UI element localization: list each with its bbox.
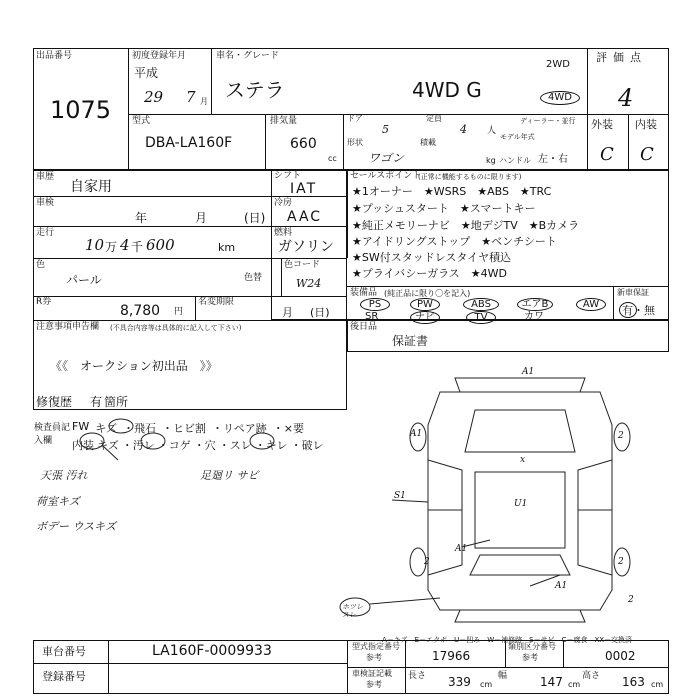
inspection-label: 車検 [36,198,55,208]
history: 自家用 [70,179,112,195]
equip-abs: ABS [463,298,499,311]
chassis-label: 車台番号 [42,645,86,658]
size-label: 車検証記載 [352,669,392,678]
mark-note: ホツレ スレ [342,603,363,619]
color: パール [66,273,102,287]
fuel-label: 燃料 [274,228,293,238]
recycle-amount: 8,780 [120,303,161,319]
equipment-label: 装備品 [350,288,378,298]
handwritten-note: 荷室キズ [36,495,80,508]
mark-a1: A1 [555,581,568,591]
handwritten-note: 天張 汚れ [40,469,88,482]
roof [475,472,565,548]
remark-item: ・リペア跡 [212,422,267,435]
sales-sub: (正常に機能するものに限ります) [418,173,522,181]
capacity-unit: 人 [487,126,497,136]
equip-aw: AW [576,298,606,311]
equip-tv: TV [466,311,496,324]
shift-label: シフト [274,171,302,181]
height-label: 高さ [582,671,601,681]
interior-grade: C [640,144,654,165]
lot-label: 出品番号 [36,51,73,61]
sen-unit: 千 [131,240,144,254]
sales-point: ★純正メモリーナビ ★地デジTV ★Bカメラ [352,219,580,232]
size-ref: 参考 [366,680,382,689]
drive-4wd-circled: 4WD [540,91,580,105]
km-unit: km [218,241,236,254]
manual-label: 新車保証 [617,288,649,297]
class-no-ref: 参考 [522,653,538,662]
load-label: 積載 [420,138,436,147]
ac: AAC [287,209,323,225]
capacity: 4 [460,123,467,136]
hood [465,410,575,452]
repair-value: 有 [90,395,103,409]
rear-bumper [455,610,585,622]
equip-navi: ナビ [410,311,440,324]
mark-2: 2 [628,595,634,605]
mark-a1: A1 [522,367,535,377]
mark-u1: U1 [514,499,528,509]
capacity-label: 定員 [426,114,442,123]
equip-airbag: エアB [517,298,553,311]
width: 147 [540,675,563,689]
length-unit: cm [480,680,493,689]
mileage-rest: 600 [146,236,175,254]
remark-item: ・コゲ [157,439,191,452]
equip-leather: カワ [524,311,544,322]
sales-point: ★プッシュスタート ★スマートキー [352,202,536,215]
divider [108,640,109,694]
grade: 4WD G [412,78,482,102]
exterior-label: 外装 [591,118,613,131]
divider [33,663,347,664]
name-grade-label: 車名・グレード [216,51,280,61]
class-no-label: 類別区分番号 [508,642,556,651]
expiry-label: 名変期限 [198,297,235,307]
mark-2: 2 [424,557,430,567]
mileage-sen: 4 [120,236,130,254]
remark-item: ・キレ [254,439,288,452]
kg-unit: kg [486,156,496,165]
handwritten-note: 足廻リ サビ [200,469,259,482]
rating-label: 評価点 [596,51,647,64]
cc-unit: cc [328,154,337,163]
shape-label: 形状 [347,138,363,147]
drive-2wd: 2WD [546,59,570,70]
expiry-day-unit: (日) [310,306,330,319]
car-name: ステラ [225,78,285,102]
sales-point: ★SW付スタッドレスタイヤ積込 [352,251,512,264]
remark-item: ・穴 [193,439,216,452]
inspection-year-unit: 年 [135,211,148,225]
mark-2: 2 [618,557,624,567]
color-code: W24 [296,277,322,290]
divider [563,640,564,667]
mark-a1: A1 [410,429,423,439]
notes-line: 《《 オークション初出品 》》 [50,359,218,373]
length: 339 [448,675,471,689]
length-label: 長さ [408,671,427,681]
month-unit: 月 [200,97,208,106]
divider [405,640,406,694]
handwritten-note: ボデー ウスキズ [36,520,116,533]
remark-item: キズ [95,422,117,435]
remark-item: ・ヒビ割 [162,422,206,435]
mileage-man: 10 [85,236,105,254]
sales-point: ★アイドリングストップ ★ベンチシート [352,235,557,248]
door-label: ドア [347,114,363,123]
model: DBA-LA160F [145,135,233,151]
divider [347,667,669,668]
remark-item: 内装 [72,439,94,452]
width-unit: cm [568,680,581,689]
back-label: 後日品 [350,322,378,332]
mileage-label: 走行 [36,228,55,238]
pen-arrow [370,598,440,604]
model-label: 型式 [132,116,151,126]
model-year-label: モデル年式 [500,133,535,141]
notes-sub: (不具合内容等は具体的に記入して下さい) [110,324,242,332]
remark-item: キズ [97,439,119,452]
color-change-label: 色替 [244,273,263,283]
repair-label: 修復歴 [36,395,73,409]
fuel: ガソリン [278,239,334,255]
mark-s1: S1 [394,491,406,501]
right-doors [578,460,612,575]
color-code-label: 色コード [284,260,321,270]
chassis-number: LA160F-0009933 [152,643,272,659]
lot-number: 1075 [50,96,112,124]
remark-item: ・破レ [290,439,324,452]
sales-point: ★プライバシーガラス ★4WD [352,267,507,280]
mark-a1: A1 [455,544,468,554]
back-value: 保証書 [392,334,429,348]
mark-2: 2 [618,431,624,441]
dealer-label: ディーラー・並行 [520,117,576,125]
handle: 左・右 [538,154,568,165]
reg-month: 7 [186,88,196,106]
class-no: 0002 [605,649,636,663]
remark-item: ・スレ [218,439,252,452]
yen-unit: 円 [174,307,184,317]
reg-label: 登録番号 [42,670,86,683]
color-label: 色 [36,260,46,270]
remark-item: ・飛石 [123,422,156,435]
left-doors [428,460,462,575]
reg-year-label: 初度登録年月 [132,51,187,61]
shape: ワゴン [368,151,405,165]
damage-legend: A－キズ E－エクボ U－凹み W－補修跡 S－サビ C－腐食 XX－交換済 [382,636,633,644]
remark-item: ・汚レ [121,439,155,452]
recycle-label: R券 [36,297,52,307]
rear-window [470,555,570,575]
inspection-day-unit: (日) [244,211,266,225]
reg-year: 29 [144,88,164,106]
type-no: 17966 [432,649,471,663]
inspection-month-unit: 月 [195,211,208,225]
remark-item: ・×要 [272,422,304,435]
era: 平成 [134,66,159,80]
manual-value: 有・無 [622,304,655,317]
type-no-ref: 参考 [366,653,382,662]
height-unit: cm [651,680,664,689]
repair-unit: 箇所 [104,395,129,409]
handle-label: ハンドル [499,156,531,165]
remark-item: FW [72,420,90,433]
sales-label: セールスポイント [350,171,422,181]
divider [505,640,506,667]
man-unit: 万 [105,240,118,254]
height: 163 [622,675,645,689]
notes-label: 注意事項申告欄 [36,322,100,332]
shift: IAT [290,181,318,197]
interior-label: 内装 [635,118,657,131]
exterior-grade: C [600,144,614,165]
expiry-month-unit: 月 [282,306,293,319]
inspector-label: 検査員記入欄 [34,423,71,446]
equip-ps: PS [360,298,390,311]
type-no-label: 型式指定番号 [352,642,400,651]
displacement-label: 排気量 [270,116,298,126]
mark-x: x [520,455,526,465]
ac-label: 冷房 [274,198,293,208]
history-label: 車歴 [36,172,55,182]
width-label: 幅 [498,671,508,681]
sales-point: ★1オーナー ★WSRS ★ABS ★TRC [352,185,552,198]
displacement: 660 [290,136,317,152]
rating: 4 [618,84,634,112]
equipment-sub: (純正品に限り〇を記入) [384,289,471,298]
front-bumper [455,378,585,392]
doors: 5 [382,123,389,136]
equip-sr: SR [365,311,379,322]
equip-pw: PW [410,298,440,311]
